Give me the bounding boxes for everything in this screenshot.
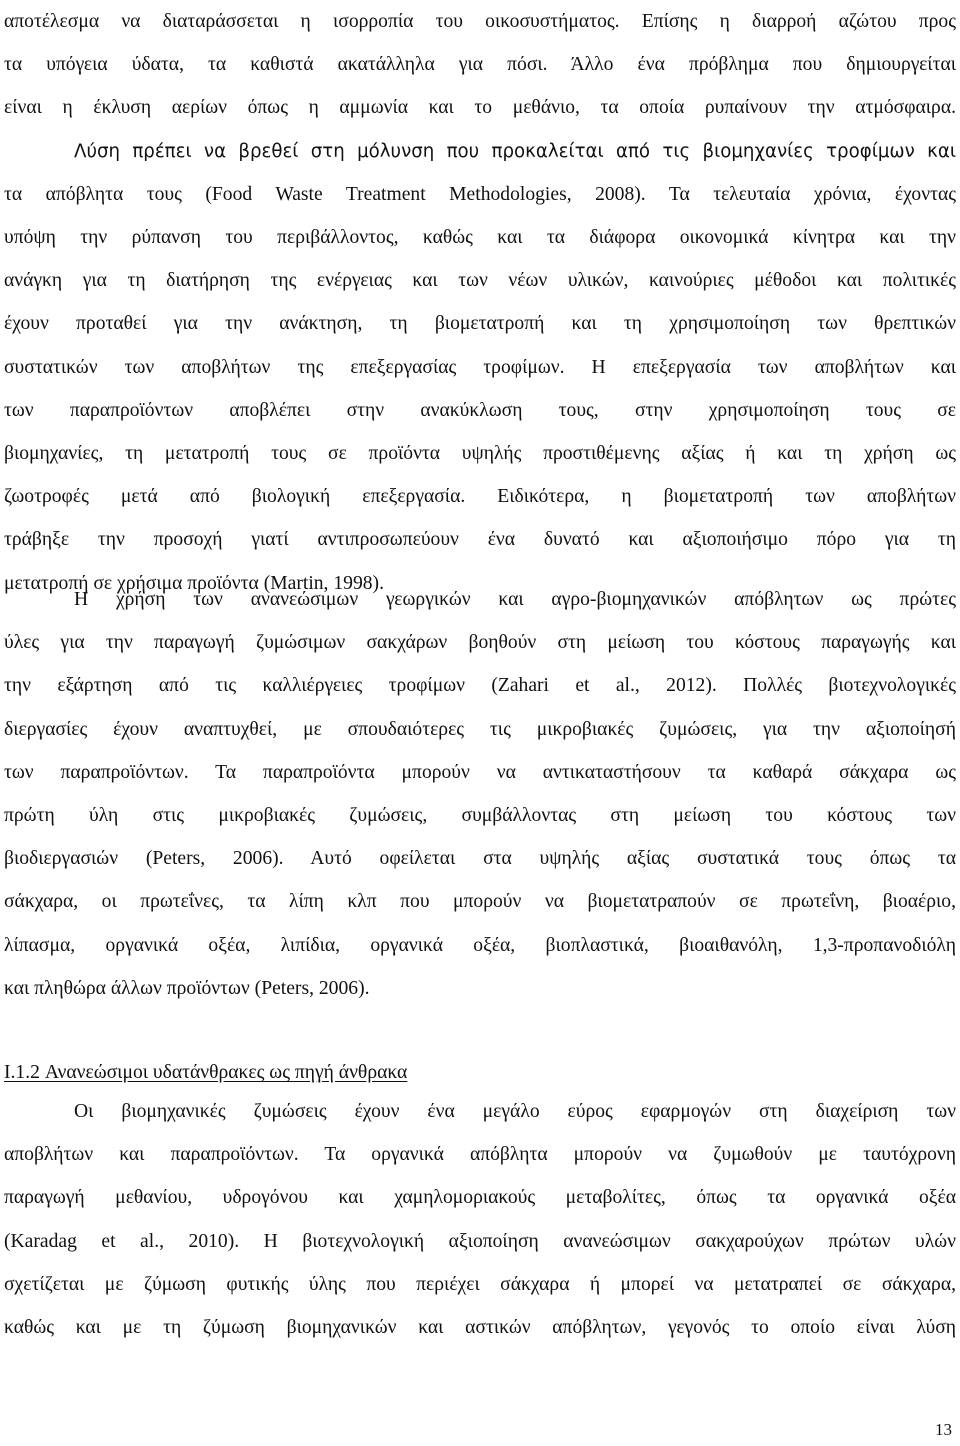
paragraph-1 — [4, 0, 956, 605]
text-line: Οι βιομηχανικές ζυμώσεις έχουν ένα μεγάλο εύρος εφαρμογών στη διαχείριση των — [74, 1101, 956, 1122]
text-line: καθώς και με τη ζύμωση βιομηχανικών και αστικών απόβλητων, γεγονός το οποίο είναι λύση — [4, 1317, 956, 1339]
text-line: ζωοτροφές μετά από βιολογική επεξεργασία. Ειδικότερα, η βιομετατροπή των αποβλήτων — [4, 486, 956, 508]
paragraph-2-text — [4, 578, 956, 1010]
text-line: αποτέλεσμα να διαταράσσεται η ισορροπία του οικοσυστήματος. Επίσης η διαρροή αζώτου προς — [4, 11, 956, 32]
text-line: τράβηξε την προσοχή γιατί αντιπροσωπεύουν ένα δυνατό και αξιοποιήσιμο πόρο για τη — [4, 529, 956, 551]
text-line: σχετίζεται με ζύμωση φυτικής ύλης που περιέχει σάκχαρα ή μπορεί να μετατραπεί σε σάκχαρα, — [4, 1273, 956, 1295]
text-line: διεργασίες έχουν αναπτυχθεί, με σπουδαιότερες τις μικροβιακές ζυμώσεις, για την αξιοποίησή — [4, 718, 956, 740]
text-line: των παραπροϊόντων. Τα παραπροϊόντα μπορούν να αντικαταστήσουν τα καθαρά σάκχαρα ως — [4, 761, 956, 783]
text-line: μετατροπή σε χρήσιμα προϊόντα (Martin, 1998). — [4, 572, 384, 594]
text-line: υπόψη την ρύπανση του περιβάλλοντος, καθώς και τα διάφορα οικονομικά κίνητρα και την — [4, 227, 956, 249]
text-line: ανάγκη για τη διατήρηση της ενέργειας και των νέων υλικών, καινούριες μέθοδοι και πολιτικές — [4, 270, 956, 292]
text-line: συστατικών των αποβλήτων της επεξεργασίας τροφίμων. Η επεξεργασία των αποβλήτων και — [4, 356, 956, 378]
text-line: σάκχαρα, οι πρωτεΐνες, τα λίπη κλπ που μπορούν να βιομετατραπούν σε πρωτεΐνη, βιοαέριο, — [4, 891, 956, 913]
text-line: λίπασμα, οργανικά οξέα, λιπίδια, οργανικά οξέα, βιοπλαστικά, βιοαιθανόλη, 1,3-προπανοδιόλη — [4, 934, 956, 956]
text-line: ύλες για την παραγωγή ζυμώσιμων σακχάρων βοηθούν στη μείωση του κόστους παραγωγής και — [4, 632, 956, 654]
paragraph-3-text — [4, 1090, 956, 1349]
paragraph-3 — [4, 1090, 956, 1349]
text-line: τα απόβλητα τους (Food Waste Treatment Methodologies, 2008). Τα τελευταία χρόνια, έχοντας — [4, 183, 956, 205]
section-heading: I.1.2 Ανανεώσιμοι υδατάνθρακες ως πηγή άνθρακα — [4, 1062, 408, 1083]
text-line: είναι η έκλυση αερίων όπως η αμμωνία και το μεθάνιο, τα οποία ρυπαίνουν την ατμόσφαιρα. — [4, 97, 956, 119]
text-line: Λύση πρέπει να βρεθεί στη μόλυνση που προκαλείται από τις βιομηχανίες τροφίμων και — [74, 140, 956, 162]
paragraph-1-text — [4, 0, 956, 605]
text-line: βιοδιεργασιών (Peters, 2006). Αυτό οφείλεται στα υψηλής αξίας συστατικά τους όπως τα — [4, 848, 956, 870]
text-line: (Karadag et al., 2010). Η βιοτεχνολογική αξιοποίηση ανανεώσιμων σακχαρούχων πρώτων υλών — [4, 1230, 956, 1252]
text-line: βιομηχανίες, τη μετατροπή τους σε προϊόντα υψηλής προστιθέμενης αξίας ή και τη χρήση ως — [4, 443, 956, 465]
text-line: και πληθώρα άλλων προϊόντων (Peters, 2006). — [4, 977, 370, 999]
text-line: πρώτη ύλη στις μικροβιακές ζυμώσεις, συμβάλλοντας στη μείωση του κόστους των — [4, 805, 956, 827]
text-line: την εξάρτηση από τις καλλιέργειες τροφίμων (Zahari et al., 2012). Πολλές βιοτεχνολογικές — [4, 675, 956, 697]
text-line: των παραπροϊόντων αποβλέπει στην ανακύκλωση τους, στην χρησιμοποίηση τους σε — [4, 399, 956, 421]
text-line: παραγωγή μεθανίου, υδρογόνου και χαμηλομοριακούς μεταβολίτες, όπως τα οργανικά οξέα — [4, 1187, 956, 1209]
text-line: Η χρήση των ανανεώσιμων γεωργικών και αγρο-βιομηχανικών απόβλητων ως πρώτες — [74, 589, 956, 610]
text-line: αποβλήτων και παραπροϊόντων. Τα οργανικά απόβλητα μπορούν να ζυμωθούν με ταυτόχρονη — [4, 1144, 956, 1166]
text-line: έχουν προταθεί για την ανάκτηση, τη βιομετατροπή και τη χρησιμοποίηση των θρεπτικών — [4, 313, 956, 335]
section-heading-block — [4, 1051, 956, 1094]
page-number: 13 — [935, 1420, 952, 1439]
paragraph-2 — [4, 578, 956, 1010]
text-line: τα υπόγεια ύδατα, τα καθιστά ακατάλληλα για πόσι. Άλλο ένα πρόβλημα που δημιουργείται — [4, 54, 956, 76]
